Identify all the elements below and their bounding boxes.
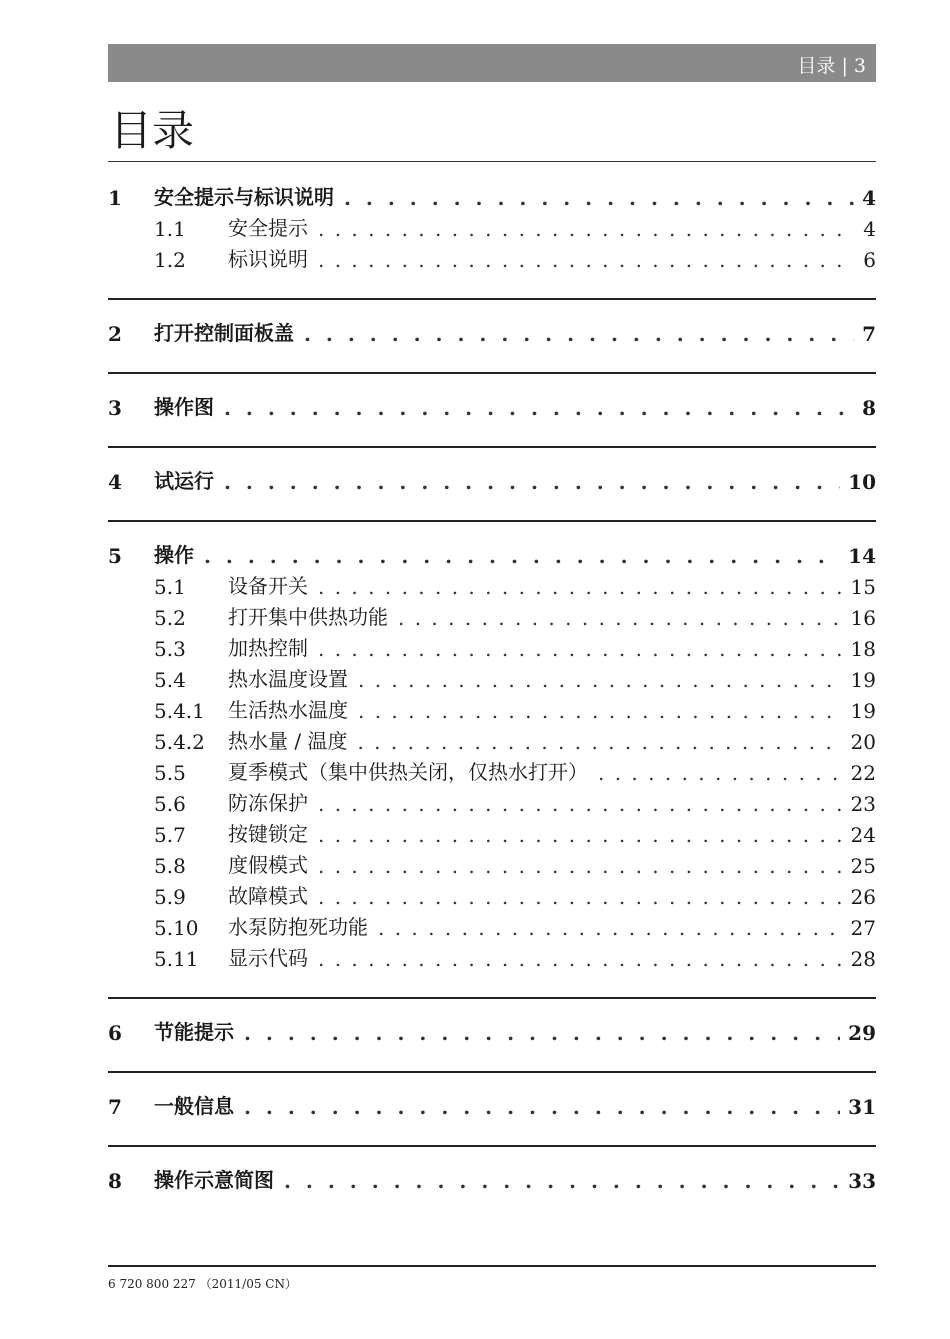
- toc-subsection-entry[interactable]: [108, 754, 876, 785]
- dot-leader: [204, 544, 840, 568]
- toc-chapter-entry[interactable]: [108, 1087, 876, 1119]
- chapter-page-number: 29: [848, 1021, 876, 1045]
- toc-chapter-entry[interactable]: [108, 1013, 876, 1045]
- dot-leader: [224, 396, 854, 420]
- dot-leader: [318, 823, 843, 847]
- dot-leader: [398, 606, 843, 630]
- subsection-page-number: 15: [850, 575, 876, 599]
- dot-leader: [244, 1095, 840, 1119]
- subsection-title: 加热控制: [228, 636, 308, 660]
- dot-leader: [318, 947, 843, 971]
- dot-leader: [357, 730, 842, 754]
- subsection-page-number: 19: [850, 699, 876, 723]
- section-divider: [108, 520, 876, 522]
- subsection-title: 热水温度设置: [228, 667, 348, 691]
- page-title: 目录: [110, 106, 195, 155]
- subsection-number: 5.9: [154, 885, 186, 909]
- subsection-title: 标识说明: [228, 247, 308, 271]
- chapter-page-number: 33: [848, 1169, 876, 1193]
- toc-subsection-entry[interactable]: [108, 878, 876, 909]
- toc-subsection-entry[interactable]: [108, 599, 876, 630]
- chapter-page-number: 8: [862, 396, 876, 420]
- subsection-number: 5.7: [154, 823, 186, 847]
- section-spacer: [108, 346, 876, 372]
- chapter-title: 试运行: [154, 469, 214, 493]
- dot-leader: [224, 470, 840, 494]
- table-of-contents: [108, 170, 876, 1219]
- subsection-number: 5.6: [154, 792, 186, 816]
- toc-subsection-entry[interactable]: [108, 723, 876, 754]
- dot-leader: [304, 322, 854, 346]
- toc-subsection-entry[interactable]: [108, 568, 876, 599]
- subsection-page-number: 27: [850, 916, 876, 940]
- subsection-number: 1.2: [154, 248, 186, 272]
- toc-chapter-entry[interactable]: [108, 314, 876, 346]
- chapter-number: 4: [108, 470, 122, 494]
- subsection-title: 热水量 / 温度: [228, 729, 348, 753]
- chapter-number: 2: [108, 322, 122, 346]
- subsection-page-number: 24: [850, 823, 876, 847]
- subsection-title: 度假模式: [228, 853, 308, 877]
- section-spacer: [108, 272, 876, 298]
- toc-subsection-entry[interactable]: [108, 692, 876, 723]
- subsection-title: 安全提示: [228, 216, 308, 240]
- chapter-page-number: 7: [862, 322, 876, 346]
- chapter-page-number: 14: [848, 544, 876, 568]
- dot-leader: [378, 916, 843, 940]
- dot-leader: [318, 854, 843, 878]
- toc-chapter-entry[interactable]: [108, 388, 876, 420]
- chapter-title: 操作: [154, 543, 194, 567]
- chapter-title: 打开控制面板盖: [154, 321, 294, 345]
- subsection-page-number: 22: [850, 761, 876, 785]
- chapter-title: 操作图: [154, 395, 214, 419]
- subsection-page-number: 23: [850, 792, 876, 816]
- dot-leader: [318, 575, 843, 599]
- chapter-title: 操作示意简图: [154, 1168, 274, 1192]
- subsection-title: 水泵防抱死功能: [228, 915, 368, 939]
- toc-subsection-entry[interactable]: [108, 661, 876, 692]
- section-spacer: [108, 1045, 876, 1071]
- footer-document-number: 6 720 800 227 （2011/05 CN）: [108, 1277, 297, 1291]
- dot-leader: [244, 1021, 840, 1045]
- chapter-number: 7: [108, 1095, 122, 1119]
- subsection-title: 夏季模式（集中供热关闭，仅热水打开）: [228, 760, 588, 784]
- dot-leader: [358, 668, 843, 692]
- toc-subsection-entry[interactable]: [108, 210, 876, 241]
- chapter-page-number: 31: [848, 1095, 876, 1119]
- subsection-page-number: 4: [863, 217, 876, 241]
- subsection-title: 按键锁定: [228, 822, 308, 846]
- section-spacer: [108, 1119, 876, 1145]
- toc-subsection-entry[interactable]: [108, 816, 876, 847]
- section-divider: [108, 997, 876, 999]
- chapter-number: 3: [108, 396, 122, 420]
- toc-section: [108, 446, 876, 520]
- subsection-number: 5.4.1: [154, 699, 205, 723]
- subsection-title: 显示代码: [228, 946, 308, 970]
- chapter-number: 8: [108, 1169, 122, 1193]
- toc-subsection-entry[interactable]: [108, 940, 876, 971]
- chapter-page-number: 10: [848, 470, 876, 494]
- toc-section: [108, 997, 876, 1071]
- toc-chapter-entry[interactable]: [108, 1161, 876, 1193]
- section-spacer: [108, 420, 876, 446]
- chapter-number: 5: [108, 544, 122, 568]
- header-section-page: 目录 | 3: [797, 55, 866, 77]
- subsection-number: 5.1: [154, 575, 186, 599]
- subsection-page-number: 19: [850, 668, 876, 692]
- section-divider: [108, 446, 876, 448]
- dot-leader: [598, 761, 843, 785]
- toc-section: [108, 298, 876, 372]
- toc-section: [108, 372, 876, 446]
- section-spacer: [108, 494, 876, 520]
- section-divider: [108, 298, 876, 300]
- title-divider: [108, 161, 876, 162]
- toc-section: [108, 520, 876, 997]
- toc-subsection-entry[interactable]: [108, 909, 876, 940]
- subsection-page-number: 6: [863, 248, 876, 272]
- subsection-page-number: 18: [850, 637, 876, 661]
- subsection-page-number: 26: [850, 885, 876, 909]
- subsection-page-number: 25: [850, 854, 876, 878]
- chapter-page-number: 4: [862, 186, 876, 210]
- dot-leader: [318, 248, 854, 272]
- toc-chapter-entry[interactable]: [108, 462, 876, 494]
- subsection-number: 5.3: [154, 637, 186, 661]
- toc-chapter-entry[interactable]: [108, 536, 876, 568]
- subsection-number: 5.2: [154, 606, 186, 630]
- subsection-title: 防冻保护: [228, 791, 308, 815]
- subsection-title: 生活热水温度: [228, 698, 348, 722]
- toc-section: [108, 1145, 876, 1219]
- dot-leader: [284, 1169, 840, 1193]
- subsection-number: 5.10: [154, 916, 199, 940]
- subsection-number: 5.5: [154, 761, 186, 785]
- dot-leader: [358, 699, 843, 723]
- toc-subsection-entry[interactable]: [108, 785, 876, 816]
- subsection-title: 故障模式: [228, 884, 308, 908]
- section-divider: [108, 1071, 876, 1073]
- subsection-number: 5.11: [154, 947, 199, 971]
- chapter-number: 1: [108, 186, 122, 210]
- dot-leader: [318, 885, 843, 909]
- section-spacer: [108, 1193, 876, 1219]
- section-divider: [108, 1145, 876, 1147]
- section-spacer: [108, 971, 876, 997]
- chapter-number: 6: [108, 1021, 122, 1045]
- subsection-title: 设备开关: [228, 574, 308, 598]
- section-divider: [108, 372, 876, 374]
- subsection-number: 5.4: [154, 668, 186, 692]
- dot-leader: [344, 186, 854, 210]
- chapter-title: 一般信息: [154, 1094, 234, 1118]
- toc-subsection-entry[interactable]: [108, 847, 876, 878]
- dot-leader: [318, 217, 854, 241]
- page-header-bar: [108, 44, 876, 82]
- toc-subsection-entry[interactable]: [108, 630, 876, 661]
- subsection-title: 打开集中供热功能: [228, 605, 388, 629]
- dot-leader: [318, 792, 843, 816]
- subsection-number: 1.1: [154, 217, 186, 241]
- toc-chapter-entry[interactable]: [108, 178, 876, 210]
- subsection-page-number: 20: [850, 730, 876, 754]
- subsection-number: 5.4.2: [154, 730, 205, 754]
- toc-subsection-entry[interactable]: [108, 241, 876, 272]
- chapter-title: 安全提示与标识说明: [154, 185, 334, 209]
- footer-divider: [108, 1265, 876, 1267]
- dot-leader: [318, 637, 843, 661]
- chapter-title: 节能提示: [154, 1020, 234, 1044]
- subsection-page-number: 16: [850, 606, 876, 630]
- subsection-number: 5.8: [154, 854, 186, 878]
- toc-section: [108, 178, 876, 298]
- toc-section: [108, 1071, 876, 1145]
- subsection-page-number: 28: [850, 947, 876, 971]
